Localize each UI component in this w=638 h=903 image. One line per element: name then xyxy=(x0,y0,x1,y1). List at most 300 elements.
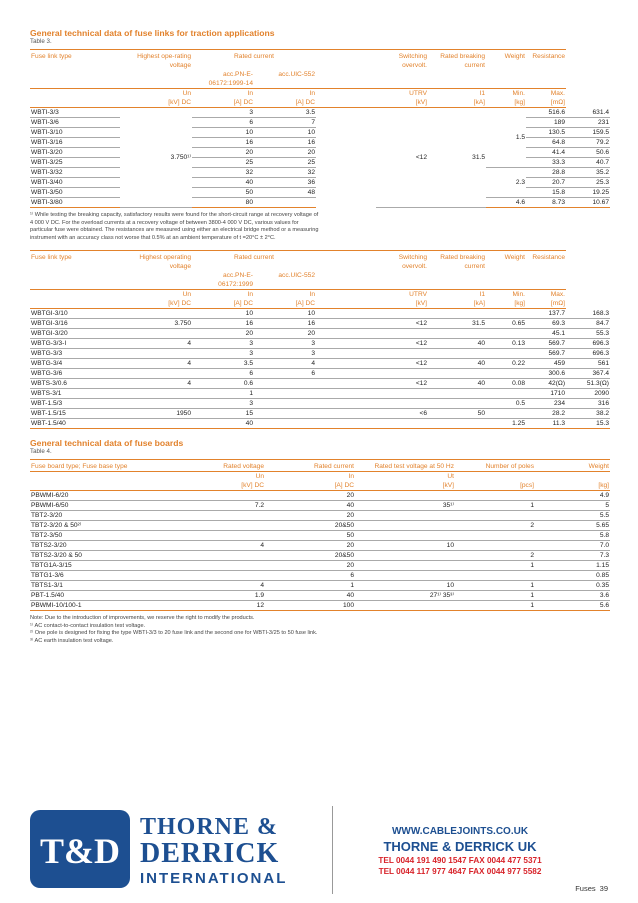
poles-cell xyxy=(455,531,535,541)
res-max-cell: 231 xyxy=(566,118,610,128)
overvolt-cell: <12 xyxy=(376,359,428,369)
unit: In xyxy=(192,89,254,99)
table-row xyxy=(30,329,610,339)
poles-cell xyxy=(455,511,535,521)
unit: Min. xyxy=(486,290,526,300)
overvolt-cell xyxy=(376,329,428,339)
unit: [mΩ] xyxy=(526,299,566,309)
unit: [A] DC xyxy=(254,98,316,108)
fuse-type-cell: WBTGI-3/10 xyxy=(30,309,120,319)
rated-voltage-cell xyxy=(160,551,265,561)
col-resistance: Resistance xyxy=(526,251,566,272)
current-pn-cell: 80 xyxy=(192,198,254,208)
col-rated-current: Rated current xyxy=(192,50,316,71)
col-breaking: Rated breaking current xyxy=(428,50,486,71)
res-max-cell: 25.3 xyxy=(566,178,610,188)
unit: [kV] DC xyxy=(160,481,265,491)
col-voltage: Highest operating voltage xyxy=(120,251,192,272)
fuse-type-cell: WBTG-3/6 xyxy=(30,369,120,379)
weight-cell: 2.3 xyxy=(486,168,526,198)
fuse-type-cell: WBT-1.5/40 xyxy=(30,419,120,429)
col-test-voltage: Rated test voltage at 50 Hz xyxy=(355,460,455,472)
weight-cell xyxy=(486,409,526,419)
table-row xyxy=(30,359,610,369)
voltage-cell xyxy=(120,349,192,359)
unit: [kg] xyxy=(486,299,526,309)
res-min-cell: 11.3 xyxy=(526,419,566,429)
unit: [A] DC xyxy=(265,481,355,491)
unit: Un xyxy=(120,290,192,300)
col-rated-current: Rated current xyxy=(192,251,316,272)
col-rated-voltage: Rated voltage xyxy=(160,460,265,472)
fuse-type-cell: WBTI-3/25 xyxy=(30,158,120,168)
unit: [A] DC xyxy=(192,98,254,108)
col-switching: Switching overvolt. xyxy=(376,50,428,71)
fuse-type-cell: WBTI-3/50 xyxy=(30,188,120,198)
col-breaking: Rated breaking current xyxy=(428,251,486,272)
company-name: THORNE & DERRICK UK xyxy=(383,839,537,854)
fuse-type-cell: WBTI-3/20 xyxy=(30,148,120,158)
unit: [kV] xyxy=(376,299,428,309)
fuse-type-cell: WBTI-3/40 xyxy=(30,178,120,188)
table-row xyxy=(30,319,610,329)
res-min-cell: 234 xyxy=(526,399,566,409)
current-pn-cell: 3 xyxy=(192,339,254,349)
unit: UTRV xyxy=(376,290,428,300)
footnote: Note: Due to the introduction of improvements, we reserve the right to modify the products. xyxy=(30,615,255,621)
current-pn-cell: 25 xyxy=(192,158,254,168)
weight-cell xyxy=(486,369,526,379)
weight-cell: 0.08 xyxy=(486,379,526,389)
current-uic-cell: 3 xyxy=(254,349,316,359)
res-max-cell: 2090 xyxy=(566,389,610,399)
unit: In xyxy=(192,290,254,300)
rated-voltage-cell: 7.2 xyxy=(160,501,265,511)
table4 xyxy=(30,459,610,611)
voltage-cell xyxy=(120,329,192,339)
current-pn-cell: 10 xyxy=(192,128,254,138)
res-min-cell: 28.8 xyxy=(526,168,566,178)
weight-cell: 5.65 xyxy=(535,521,610,531)
res-max-cell: 50.6 xyxy=(566,148,610,158)
test-voltage-cell xyxy=(355,561,455,571)
unit: In xyxy=(265,472,355,482)
col-voltage: Highest ope-rating voltage xyxy=(120,50,192,71)
res-min-cell: 300.6 xyxy=(526,369,566,379)
rated-voltage-cell xyxy=(160,531,265,541)
current-uic-cell: 3.5 xyxy=(254,108,316,118)
table4-notes xyxy=(30,615,320,645)
unit: Un xyxy=(160,472,265,482)
res-min-cell: 189 xyxy=(526,118,566,128)
current-uic-cell xyxy=(254,399,316,409)
phone-line-2: TEL 0044 117 977 4647 FAX 0044 977 5582 xyxy=(378,867,542,876)
res-min-cell: 20.7 xyxy=(526,178,566,188)
res-max-cell: 84.7 xyxy=(566,319,610,329)
unit: Max. xyxy=(526,290,566,300)
res-max-cell: 696.3 xyxy=(566,349,610,359)
weight-cell xyxy=(486,349,526,359)
rated-current-cell: 20&50 xyxy=(265,551,355,561)
table-row xyxy=(30,349,610,359)
table4-subtitle: Table 4. xyxy=(30,448,52,455)
res-min-cell: 33.3 xyxy=(526,158,566,168)
poles-cell: 1 xyxy=(455,561,535,571)
board-type-cell: TBT2-3/20 xyxy=(30,511,160,521)
col-acc-uic: acc.UIC-552 xyxy=(278,71,316,78)
weight-cell: 5.5 xyxy=(535,511,610,521)
current-uic-cell: 4 xyxy=(254,359,316,369)
table-row xyxy=(30,379,610,389)
weight-cell: 1.5 xyxy=(486,108,526,168)
col-weight: Weight xyxy=(486,251,526,272)
voltage-cell: 4 xyxy=(120,339,192,349)
spacer-cell xyxy=(316,419,376,429)
res-min-cell: 45.1 xyxy=(526,329,566,339)
fuse-type-cell: WBTG-3/3-I xyxy=(30,339,120,349)
res-min-cell: 569.7 xyxy=(526,349,566,359)
board-type-cell: PBWMI-6/50 xyxy=(30,501,160,511)
table-row xyxy=(30,531,610,541)
poles-cell: 1 xyxy=(455,601,535,611)
current-pn-cell: 3 xyxy=(192,399,254,409)
fuse-type-cell: WBTG-3/3 xyxy=(30,349,120,359)
unit: Un xyxy=(120,89,192,99)
table-row xyxy=(30,491,610,501)
table-row xyxy=(30,541,610,551)
res-min-cell: 516.6 xyxy=(526,108,566,118)
unit: [pcs] xyxy=(455,481,535,491)
td-logo: T&D xyxy=(30,810,130,888)
poles-cell: 2 xyxy=(455,551,535,561)
breaking-cell xyxy=(428,369,486,379)
weight-cell xyxy=(486,389,526,399)
rated-current-cell: 40 xyxy=(265,591,355,601)
rated-voltage-cell xyxy=(160,521,265,531)
current-uic-cell xyxy=(254,419,316,429)
board-type-cell: TBTG1-3/6 xyxy=(30,571,160,581)
spacer-cell xyxy=(316,339,376,349)
current-pn-cell: 6 xyxy=(192,118,254,128)
poles-cell xyxy=(455,571,535,581)
footnote: ¹⁾ AC contact-to-contact insulation test voltage. xyxy=(30,622,146,629)
fuse-type-cell: WBT-1.5/3 xyxy=(30,399,120,409)
spacer-cell xyxy=(316,108,376,208)
board-type-cell: TBTS2-3/20 & 50 xyxy=(30,551,160,561)
fuse-type-cell: WBTI-3/10 xyxy=(30,128,120,138)
breaking-cell: 31.5 xyxy=(428,319,486,329)
current-pn-cell: 32 xyxy=(192,168,254,178)
fuse-type-cell: WBTI-3/80 xyxy=(30,198,120,208)
page-content xyxy=(30,28,610,645)
res-max-cell: 10.67 xyxy=(566,198,610,208)
table-row xyxy=(30,309,610,319)
col-weight: Weight xyxy=(486,50,526,71)
col-rated-current: Rated current xyxy=(265,460,355,472)
rated-voltage-cell xyxy=(160,511,265,521)
rated-voltage-cell xyxy=(160,491,265,501)
res-min-cell: 130.5 xyxy=(526,128,566,138)
test-voltage-cell xyxy=(355,491,455,501)
res-min-cell: 42(Ω) xyxy=(526,379,566,389)
unit: [kV] xyxy=(376,98,428,108)
contact-block xyxy=(350,826,570,876)
breaking-cell: 40 xyxy=(428,359,486,369)
unit: [kg] xyxy=(535,481,610,491)
current-pn-cell: 40 xyxy=(192,419,254,429)
current-uic-cell: 10 xyxy=(254,128,316,138)
overvolt-cell xyxy=(376,369,428,379)
fuse-type-cell: WBTI-3/16 xyxy=(30,138,120,148)
col-poles: Number of poles xyxy=(455,460,535,472)
rated-voltage-cell: 4 xyxy=(160,581,265,591)
brand-line2: DERRICK xyxy=(140,838,280,869)
unit: [kV] DC xyxy=(120,98,192,108)
test-voltage-cell: 10 xyxy=(355,541,455,551)
rated-current-cell: 20 xyxy=(265,511,355,521)
weight-cell: 1.15 xyxy=(535,561,610,571)
unit: Max. xyxy=(526,89,566,99)
current-pn-cell: 3 xyxy=(192,349,254,359)
current-pn-cell: 3.5 xyxy=(192,359,254,369)
res-min-cell: 137.7 xyxy=(526,309,566,319)
current-pn-cell: 15 xyxy=(192,409,254,419)
unit: Ut xyxy=(355,472,455,482)
table3b xyxy=(30,250,610,429)
spacer-cell xyxy=(316,309,376,319)
test-voltage-cell: 10 xyxy=(355,581,455,591)
unit: [kV] DC xyxy=(120,299,192,309)
res-min-cell: 41.4 xyxy=(526,148,566,158)
current-uic-cell: 36 xyxy=(254,178,316,188)
spacer-cell xyxy=(316,349,376,359)
overvolt-cell: <12 xyxy=(376,319,428,329)
breaking-cell xyxy=(428,399,486,409)
col-acc-pn: acc.PN-E-06172:1999-14 xyxy=(208,71,253,87)
poles-cell xyxy=(455,491,535,501)
website-link[interactable]: WWW.CABLEJOINTS.CO.UK xyxy=(391,826,529,837)
weight-cell: 7.3 xyxy=(535,551,610,561)
rated-current-cell: 20 xyxy=(265,491,355,501)
fuse-type-cell: WBTGI-3/20 xyxy=(30,329,120,339)
breaking-cell xyxy=(428,309,486,319)
current-uic-cell: 10 xyxy=(254,309,316,319)
overvolt-cell: <6 xyxy=(376,409,428,419)
voltage-cell: 3.750¹⁾ xyxy=(120,108,192,208)
test-voltage-cell xyxy=(355,601,455,611)
current-uic-cell xyxy=(254,409,316,419)
table-row xyxy=(30,521,610,531)
breaking-cell xyxy=(428,329,486,339)
rated-current-cell: 1 xyxy=(265,581,355,591)
overvolt-cell: <12 xyxy=(376,339,428,349)
table-row xyxy=(30,571,610,581)
table-row xyxy=(30,511,610,521)
col-weight: Weight xyxy=(535,460,610,472)
weight-cell: 5.6 xyxy=(535,601,610,611)
board-type-cell: TBTS1-3/1 xyxy=(30,581,160,591)
table3-title: General technical data of fuse links for traction applications xyxy=(30,28,275,38)
board-type-cell: PBWMI-10/100-1 xyxy=(30,601,160,611)
weight-cell: 0.13 xyxy=(486,339,526,349)
weight-cell: 5 xyxy=(535,501,610,511)
res-max-cell: 631.4 xyxy=(566,108,610,118)
res-max-cell: 159.5 xyxy=(566,128,610,138)
current-uic-cell: 25 xyxy=(254,158,316,168)
weight-cell: 0.35 xyxy=(535,581,610,591)
test-voltage-cell xyxy=(355,531,455,541)
current-pn-cell: 20 xyxy=(192,329,254,339)
table4-title: General technical data of fuse boards xyxy=(30,438,184,448)
test-voltage-cell xyxy=(355,551,455,561)
voltage-cell: 3.750 xyxy=(120,319,192,329)
res-max-cell: 38.2 xyxy=(566,409,610,419)
res-min-cell: 459 xyxy=(526,359,566,369)
breaking-cell xyxy=(428,349,486,359)
weight-cell xyxy=(486,309,526,319)
table-row xyxy=(30,389,610,399)
unit: In xyxy=(254,290,316,300)
weight-cell: 4.6 xyxy=(486,198,526,208)
current-uic-cell: 16 xyxy=(254,319,316,329)
current-uic-cell: 20 xyxy=(254,148,316,158)
current-uic-cell xyxy=(254,198,316,208)
board-type-cell: PBWMI-6/20 xyxy=(30,491,160,501)
current-pn-cell: 10 xyxy=(192,309,254,319)
current-pn-cell: 16 xyxy=(192,319,254,329)
poles-cell: 2 xyxy=(455,521,535,531)
weight-cell xyxy=(486,329,526,339)
overvolt-cell xyxy=(376,419,428,429)
rated-voltage-cell: 12 xyxy=(160,601,265,611)
breaking-cell xyxy=(428,419,486,429)
unit: I1 xyxy=(428,89,486,99)
test-voltage-cell xyxy=(355,521,455,531)
res-max-cell: 367.4 xyxy=(566,369,610,379)
col-acc-pn: acc.PN-E-06172:1999 xyxy=(218,272,253,288)
voltage-cell: 4 xyxy=(120,359,192,369)
fuse-type-cell: WBTGI-3/16 xyxy=(30,319,120,329)
fuse-type-cell: WBTG-3/4 xyxy=(30,359,120,369)
col-switching: Switching overvolt. xyxy=(376,251,428,272)
current-pn-cell: 16 xyxy=(192,138,254,148)
footnote: ²⁾ One pole is designed for fixing the type WBTI-3/3 to 20 fuse link and the second one for WBTI-3/25 to 50 fuse link. xyxy=(30,630,318,636)
res-max-cell: 696.3 xyxy=(566,339,610,349)
current-pn-cell: 3 xyxy=(192,108,254,118)
voltage-cell xyxy=(120,419,192,429)
board-type-cell: TBT2-3/50 xyxy=(30,531,160,541)
overvolt-cell xyxy=(376,349,428,359)
res-min-cell: 15.8 xyxy=(526,188,566,198)
footer xyxy=(0,800,638,903)
current-uic-cell: 3 xyxy=(254,339,316,349)
res-max-cell: 561 xyxy=(566,359,610,369)
spacer-cell xyxy=(316,389,376,399)
unit: UTRV xyxy=(376,89,428,99)
res-min-cell: 64.8 xyxy=(526,138,566,148)
fuse-type-cell: WBTI-3/6 xyxy=(30,118,120,128)
breaking-cell: 40 xyxy=(428,379,486,389)
unit: I1 xyxy=(428,290,486,300)
table-row xyxy=(30,409,610,419)
table-row xyxy=(30,369,610,379)
unit: [kA] xyxy=(428,98,486,108)
poles-cell xyxy=(455,541,535,551)
voltage-cell xyxy=(120,309,192,319)
table-row xyxy=(30,339,610,349)
unit: Min. xyxy=(486,89,526,99)
current-pn-cell: 40 xyxy=(192,178,254,188)
overvolt-cell xyxy=(376,389,428,399)
test-voltage-cell: 27¹⁾ 35³⁾ xyxy=(355,591,455,601)
weight-cell: 0.22 xyxy=(486,359,526,369)
table-row xyxy=(30,399,610,409)
fuse-type-cell: WBT-1.5/15 xyxy=(30,409,120,419)
weight-cell: 1.25 xyxy=(486,419,526,429)
rated-voltage-cell xyxy=(160,571,265,581)
rated-current-cell: 100 xyxy=(265,601,355,611)
weight-cell: 5.8 xyxy=(535,531,610,541)
rated-current-cell: 50 xyxy=(265,531,355,541)
rated-voltage-cell: 4 xyxy=(160,541,265,551)
current-pn-cell: 20 xyxy=(192,148,254,158)
weight-cell: 7.0 xyxy=(535,541,610,551)
breaking-cell xyxy=(428,389,486,399)
footnote: ³⁾ AC earth insulation test voltage. xyxy=(30,637,114,644)
voltage-cell: 4 xyxy=(120,379,192,389)
current-pn-cell: 1 xyxy=(192,389,254,399)
current-uic-cell: 48 xyxy=(254,188,316,198)
res-max-cell: 51.3(Ω) xyxy=(566,379,610,389)
divider xyxy=(332,806,333,894)
voltage-cell xyxy=(120,399,192,409)
current-uic-cell xyxy=(254,389,316,399)
spacer-cell xyxy=(316,319,376,329)
res-max-cell: 168.3 xyxy=(566,309,610,319)
brand-line3: INTERNATIONAL xyxy=(140,870,288,887)
col-board-type: Fuse board type; Fuse base type xyxy=(30,460,160,472)
phone-line-1: TEL 0044 191 490 1547 FAX 0044 477 5371 xyxy=(378,856,542,865)
overvolt-cell xyxy=(376,399,428,409)
weight-cell: 3.6 xyxy=(535,591,610,601)
unit: [A] DC xyxy=(254,299,316,309)
current-pn-cell: 0.6 xyxy=(192,379,254,389)
rated-voltage-cell xyxy=(160,561,265,571)
weight-cell: 0.5 xyxy=(486,399,526,409)
poles-cell: 1 xyxy=(455,501,535,511)
table-row xyxy=(30,601,610,611)
poles-cell: 1 xyxy=(455,591,535,601)
voltage-cell: 1950 xyxy=(120,409,192,419)
fuse-type-cell: WBTS-3/1 xyxy=(30,389,120,399)
fuse-type-cell: WBTI-3/32 xyxy=(30,168,120,178)
unit: [A] DC xyxy=(192,299,254,309)
weight-cell: 4.9 xyxy=(535,491,610,501)
res-max-cell: 19.25 xyxy=(566,188,610,198)
table-row xyxy=(30,591,610,601)
col-acc-uic: acc.UIC-552 xyxy=(278,272,316,279)
current-uic-cell: 20 xyxy=(254,329,316,339)
weight-cell: 0.65 xyxy=(486,319,526,329)
fuse-type-cell: WBTS-3/0.6 xyxy=(30,379,120,389)
spacer-cell xyxy=(316,329,376,339)
table3-subtitle: Table 3. xyxy=(30,38,52,45)
rated-current-cell: 6 xyxy=(265,571,355,581)
table-row xyxy=(30,551,610,561)
spacer-cell xyxy=(316,369,376,379)
res-max-cell: 15.3 xyxy=(566,419,610,429)
rated-current-cell: 20 xyxy=(265,541,355,551)
